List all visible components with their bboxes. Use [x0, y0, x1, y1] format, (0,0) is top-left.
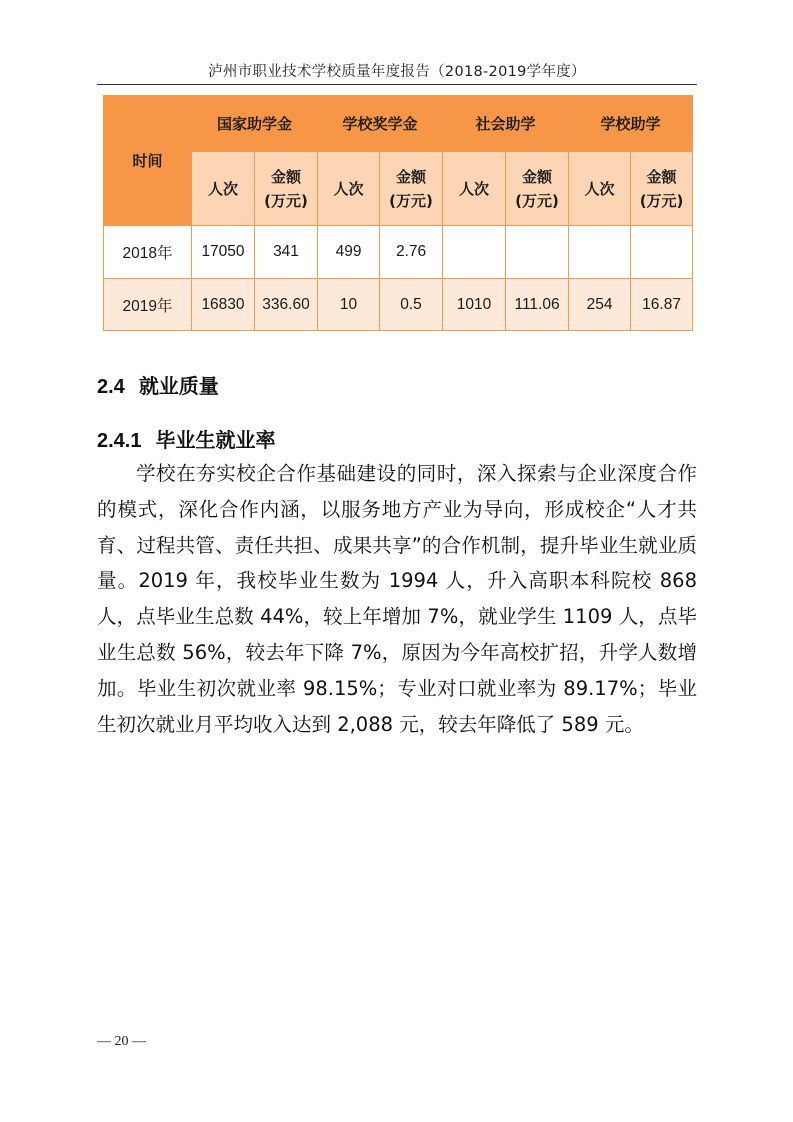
header-time: 时间	[104, 96, 192, 226]
header-school-aid: 学校助学	[569, 96, 693, 152]
subheader-amount-line1: 金额	[271, 167, 302, 186]
table-cell	[631, 226, 693, 279]
subsection-heading	[97, 424, 275, 453]
row-year: 2018年	[104, 226, 192, 279]
subheader-count: 人次	[318, 152, 380, 226]
page-number: — 20 —	[97, 1034, 146, 1049]
table-cell	[569, 226, 631, 279]
subheader-amount-line1: 金额	[522, 167, 553, 186]
table-row	[104, 279, 693, 331]
subheader-count: 人次	[192, 152, 255, 226]
row-year: 2019年	[104, 279, 192, 331]
subheader-amount-line2: (万元)	[389, 191, 433, 210]
subheader-count: 人次	[443, 152, 506, 226]
table-cell: 254	[569, 279, 631, 331]
section-number: 2.4	[97, 376, 125, 398]
table-row	[104, 226, 693, 279]
subsection-number: 2.4.1	[97, 430, 142, 452]
subheader-count: 人次	[569, 152, 631, 226]
table-cell	[443, 226, 506, 279]
table-cell: 16.87	[631, 279, 693, 331]
subheader-amount	[631, 152, 693, 226]
table-cell: 499	[318, 226, 380, 279]
funding-table	[103, 95, 693, 331]
table-cell: 341	[255, 226, 318, 279]
subheader-amount-line1: 金额	[646, 167, 677, 186]
table-cell: 10	[318, 279, 380, 331]
header-school-scholarship: 学校奖学金	[318, 96, 443, 152]
section-heading	[97, 370, 219, 399]
subheader-amount-line2: (万元)	[639, 191, 684, 210]
subheader-amount	[380, 152, 443, 226]
table-cell: 1010	[443, 279, 506, 331]
subheader-amount-line2: (万元)	[515, 191, 559, 210]
header-rule	[97, 84, 697, 85]
table-cell	[506, 226, 569, 279]
header-national-grant: 国家助学金	[192, 96, 318, 152]
table-cell: 0.5	[380, 279, 443, 331]
page-header-title: 泸州市职业技术学校质量年度报告（2018-2019学年度）	[208, 64, 586, 80]
body-paragraph: 学校在夯实校企合作基础建设的同时，深入探索与企业深度合作的模式，深化合作内涵，以服务地方产业为导向，形成校企“人才共育、过程共管、责任共担、成果共享”的合作机制，提升毕业生就业质量。2019 年，我校毕业生数为 1994 人，升入高职本科院校 868 人，点毕业生总数 44%，较上年增加 7%，就业学生 1109 人，点毕业生总数 56%，较去年下降 7%，原因为今年高校扩招，升学人数增加。毕业生初次就业率 98.15%；专业对口就业率为 89.17%；毕业生初次就业月平均收入达到 2,088 元，较去年降低了 589 元。	[97, 462, 697, 736]
table-cell: 336.60	[255, 279, 318, 331]
subsection-title: 毕业生就业率	[155, 428, 276, 452]
header-social-aid: 社会助学	[443, 96, 569, 152]
subheader-amount-line1: 金额	[396, 167, 427, 186]
table-cell: 2.76	[380, 226, 443, 279]
table-cell: 17050	[192, 226, 255, 279]
subheader-amount	[506, 152, 569, 226]
subheader-amount	[255, 152, 318, 226]
subheader-amount-line2: (万元)	[264, 191, 308, 210]
table-cell: 111.06	[506, 279, 569, 331]
table-cell: 16830	[192, 279, 255, 331]
section-title: 就业质量	[138, 374, 219, 398]
